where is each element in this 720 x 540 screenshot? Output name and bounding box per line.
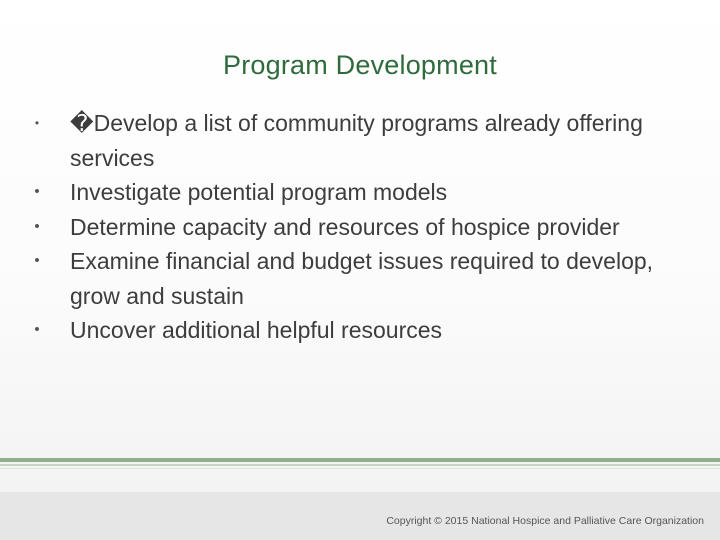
footer-divider-light	[0, 464, 720, 466]
bullet-item	[24, 244, 684, 313]
bullet-item	[24, 175, 684, 210]
bullet-list	[24, 106, 684, 348]
bullet-text: Uncover additional helpful resources	[70, 317, 443, 343]
copyright-text: Copyright © 2015 National Hospice and Palliative Care Organization	[386, 515, 704, 527]
slide-title: Program Development	[223, 50, 497, 80]
footer-band	[0, 455, 720, 540]
bullet-marker: •	[34, 217, 40, 235]
bullet-text: Examine financial and budget issues required to develop, grow and sustain	[70, 248, 654, 309]
footer-accent-line	[0, 458, 720, 462]
bullet-marker: •	[34, 321, 40, 338]
bullet-marker: •	[34, 252, 40, 269]
bullet-marker: •	[34, 116, 40, 130]
bullet-text: Determine capacity and resources of hospice provider	[70, 213, 620, 240]
bullet-item	[24, 313, 684, 348]
bullet-marker: •	[34, 183, 40, 200]
bullet-text: �Develop a list of community programs already offering services	[70, 110, 643, 171]
bullet-item	[24, 106, 684, 175]
footer-divider-thin	[0, 468, 720, 469]
bullet-text: Investigate potential program models	[70, 179, 448, 205]
bullet-item	[24, 210, 684, 245]
